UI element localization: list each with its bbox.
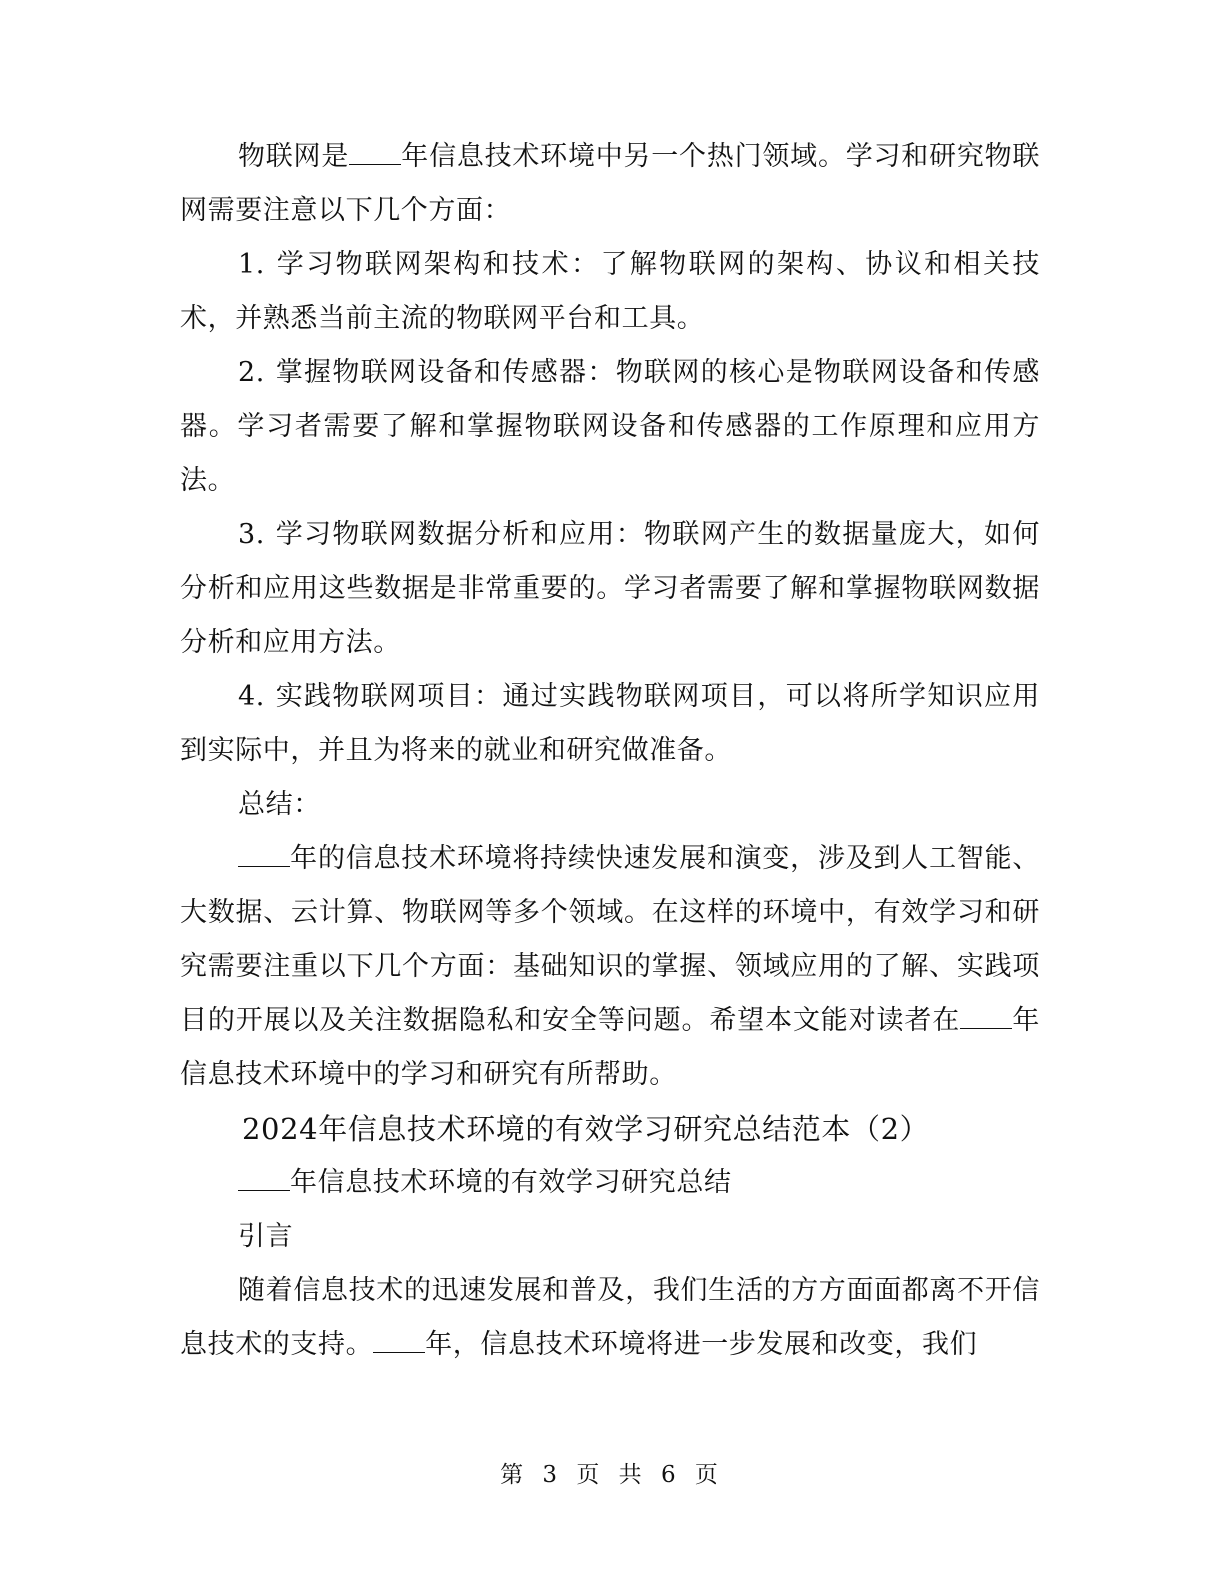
list-item-1 xyxy=(180,238,1040,346)
section-title: 2024年信息技术环境的有效学习研究总结范本（2） xyxy=(242,1112,930,1146)
list-number: 4. xyxy=(238,681,265,712)
summary-label: 总结： xyxy=(238,789,321,820)
year-blank xyxy=(238,844,290,867)
year-blank xyxy=(373,1330,425,1353)
page-content xyxy=(180,130,1040,1372)
summary-paragraph xyxy=(180,832,1040,1102)
subtitle xyxy=(180,1156,1040,1210)
list-text: 实践物联网项目：通过实践物联网项目，可以将所学知识应用到实际中，并且为将来的就业和研究做准备。 xyxy=(180,681,1040,766)
text-run: 随着信息技术的迅速发展和普及，我们生活的方方面面都离不开信息技术的支持。 xyxy=(180,1275,1040,1360)
list-number: 2. xyxy=(238,357,265,388)
iot-intro-paragraph xyxy=(180,130,1040,238)
text-run: 年，信息技术环境将进一步发展和改变，我们 xyxy=(425,1329,978,1360)
text-run: 物联网是 xyxy=(238,141,350,172)
list-item-3 xyxy=(180,508,1040,670)
text-run: 年信息技术环境中另一个热门领域。学习和研究物联网需要注意以下几个方面： xyxy=(180,141,1040,226)
list-item-2 xyxy=(180,346,1040,508)
text-run: 年信息技术环境中的学习和研究有所帮助。 xyxy=(180,1005,1040,1090)
intro-paragraph xyxy=(180,1264,1040,1372)
text-run: 年的信息技术环境将持续快速发展和演变，涉及到人工智能、大数据、云计算、物联网等多个领域。在这样的环境中，有效学习和研究需要注重以下几个方面：基础知识的掌握、领域应用的了解、实践项目的开展以及关注数据隐私和安全等问题。希望本文能对读者在 xyxy=(180,843,1040,1036)
text-run: 年信息技术环境的有效学习研究总结 xyxy=(290,1167,732,1198)
list-number: 1. xyxy=(238,249,265,280)
list-text: 掌握物联网设备和传感器：物联网的核心是物联网设备和传感器。学习者需要了解和掌握物联网设备和传感器的工作原理和应用方法。 xyxy=(180,357,1040,496)
list-number: 3. xyxy=(238,519,265,550)
year-blank xyxy=(238,1168,290,1191)
year-blank xyxy=(960,1006,1012,1029)
list-text: 学习物联网数据分析和应用：物联网产生的数据量庞大，如何分析和应用这些数据是非常重要的。学习者需要了解和掌握物联网数据分析和应用方法。 xyxy=(180,519,1040,658)
page-footer: 第 3 页 共 6 页 xyxy=(500,1462,724,1488)
intro-label: 引言 xyxy=(238,1221,294,1252)
year-blank xyxy=(349,142,401,165)
list-item-4 xyxy=(180,670,1040,778)
list-text: 学习物联网架构和技术：了解物联网的架构、协议和相关技术，并熟悉当前主流的物联网平台和工具。 xyxy=(180,249,1040,334)
